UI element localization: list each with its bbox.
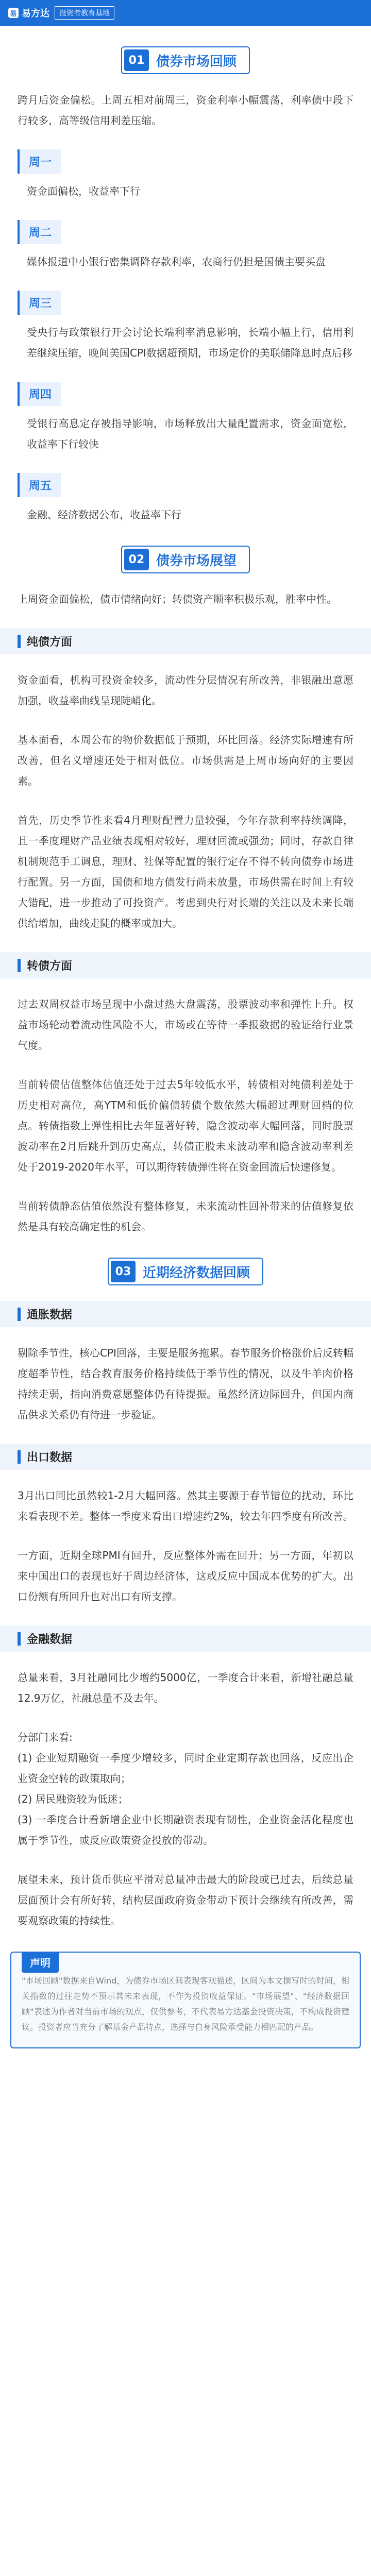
section-number: 02 [124,549,149,570]
subsection-title: 转债方面 [27,960,73,973]
export-paragraph: 3月出口同比虽然较1-2月大幅回落。然其主要源于春节错位的扰动，环比来看表现不差。整体一季度来看出口增速约2%，较去年四季度有所改善。 [18,1489,353,1522]
inflation-paragraph: 剔除季节性，核心CPI回落，主要是服务拖累。春节服务价格涨价后反转幅度超季节性，结合教育服务价格持续低于季节性的情况，以及牛羊肉价格持续走弱，指向消费意愿整体仍有待提振。虽然经济边际回升，但国内商品供求关系仍有待进一步验证。 [18,1347,353,1421]
week-item-thursday [18,382,353,454]
subsection-header-export [0,1444,371,1470]
disclaimer-text: "市场回顾"数据来自Wind，为债券市场区间表现客观描述，区间为本文撰写时的时间，相关指数的过往走势不预示其未来表现，不作为投资收益保证。"市场展望"、"经济数据回顾"表述为作者对当前市场的观点，仅供参考，不代表易方达基金投资决策，不构成投资建议。投资者应当充分了解基金产品特点，选择与自身风险承受能力相匹配的产品。 [22,1976,349,2032]
week-item-friday [18,473,353,525]
week-text: 金融、经济数据公布，收益率下行 [27,509,181,521]
week-label: 周五 [18,473,61,497]
convertible-paragraph: 过去双周权益市场呈现中小盘过热大盘震荡，股票波动率和弹性上升。权益市场轮动着流动性风险不大，市场或在等待一季报数据的验证给行业景气度。 [18,998,353,1052]
week-label: 周一 [18,149,61,174]
subsection-header-convertible [0,952,371,978]
week-text: 资金面偏松，收益率下行 [27,185,140,197]
subsection-bar-icon [18,959,21,972]
subsection-bar-icon [18,1308,21,1321]
subsection-title: 出口数据 [27,1451,73,1464]
disclaimer-title: 声明 [22,1952,59,1973]
week-text: 受央行与政策银行开会讨论长端利率消息影响，长端小幅上行，信用利差继续压缩，晚间美国CPI数据超预期，市场定价的美联储降息时点后移 [27,326,353,359]
section-number: 01 [124,49,149,71]
week-item-monday [18,149,353,201]
section-number: 03 [111,1261,136,1282]
week-item-tuesday [18,220,353,272]
weekly-review-list [0,149,371,525]
export-paragraph: 一方面，近期全球PMI有回升，反应整体外需在回升；另一方面，年初以来中国出口的表现也好于周边经济体，这或反应中国成本优势的扩大。出口份额有所回升也对出口有所支撑。 [18,1549,353,1603]
top-bar [0,0,371,26]
finance-paragraph: 总量来看，3月社融同比少增约5000亿，一季度合计来看，新增社融总量12.9万亿，社融总量不及去年。 [18,1671,353,1704]
pure-bond-paragraph: 首先，历史季节性来看4月理财配置力量较强，今年存款利率持续调降，且一季度理财产品业绩表现相对较好，理财回流或强劲；同时，存款自律机制规范手工调息，理财、社保等配置的银行定存不得不转向债券市场进行配置。另一方面，国债和地方债发行尚未放量，市场供需在时间上有较大错配，进一步推动了可投资产。考虑到央行对长端的关注以及未来长端供给增加，曲线走陡的概率或加大。 [18,814,353,929]
week-text: 受银行高息定存被指导影响，市场释放出大量配置需求，资金面宽松，收益率下行较快 [27,417,353,450]
section-header-02 [0,546,371,573]
pure-bond-paragraph: 资金面看，机构可投资金较多，流动性分层情况有所改善，非银融出意愿加强，收益率曲线呈现陡峭化。 [18,674,353,707]
subsection-header-finance [0,1625,371,1652]
disclaimer-box [10,1952,361,2048]
finance-paragraph: 分部门来看: (1) 企业短期融资一季度少增较多，同时企业定期存款也回落，反应出企业资金空转的政策取向； (2) 居民融资较为低迷； (3) 一季度合计看新增企业中长期融资表现有韧性，企业资金活化程度也属于季节性，或反应政策资金投放的带动。 [18,1731,353,1846]
section-title: 债券市场展望 [156,553,237,569]
market-outlook-intro: 上周资金面偏松，债市情绪向好；转债资产顺率积极乐观，胜率中性。 [18,593,337,605]
week-label: 周三 [18,291,61,315]
subsection-bar-icon [18,635,21,648]
section-header-03 [0,1258,371,1285]
subsection-header-inflation [0,1301,371,1327]
investor-education-tag[interactable]: 投资者教育基地 [55,6,114,20]
finance-paragraph: 展望未来，预计货币供应平滑对总量冲击最大的阶段或已过去，后续总量层面预计会有所好转，结构层面政府资金带动下预计会继续有所改善，需要观察政策的持续性。 [18,1873,353,1927]
convertible-paragraph: 当前转债估值整体估值还处于过去5年较低水平，转债相对纯债利差处于历史相对高位，高YTM和低价偏债转债个数依然大幅超过理财回档的位点。转债指数上弹性相比去年显著好转，隐含波动率大幅回落，同时股票波动率在2月后跳升到历史高点，转债正股未来波动率和隐含波动率利差处于2019-2020年水平，可以期待转债弹性将在资金回流后快速修复。 [18,1078,353,1173]
logo-text: 易方达 [22,8,49,19]
subsection-title: 纯债方面 [27,636,73,649]
subsection-bar-icon [18,1632,21,1646]
subsection-title: 通胀数据 [27,1309,73,1321]
subsection-title: 金融数据 [27,1633,73,1646]
brand-logo[interactable] [8,6,49,20]
convertible-paragraph: 当前转债静态估值依然没有整体修复，未来流动性回补带来的估值修复依然是具有较高确定性的机会。 [18,1200,353,1233]
pure-bond-paragraph: 基本面看，本周公布的物价数据低于预期，环比回落。经济实际增速有所改善，但名义增速还处于相对低位。市场供需是上周市场向好的主要因素。 [18,734,353,787]
week-label: 周二 [18,220,61,244]
week-label: 周四 [18,382,61,406]
section-header-01 [0,46,371,74]
week-text: 媒体报道中小银行密集调降存款利率，农商行仍担是国债主要买盘 [27,256,326,268]
logo-icon: 易 [8,8,19,18]
section-title: 债券市场回顾 [156,54,237,70]
subsection-bar-icon [18,1450,21,1464]
section-title: 近期经济数据回顾 [142,1265,250,1281]
subsection-header-pure-bond [0,628,371,654]
week-item-wednesday [18,291,353,363]
market-review-intro: 跨月后资金偏松。上周五相对前周三，资金利率小幅震荡，利率债中段下行较多，高等级信用利差压缩。 [18,94,353,127]
